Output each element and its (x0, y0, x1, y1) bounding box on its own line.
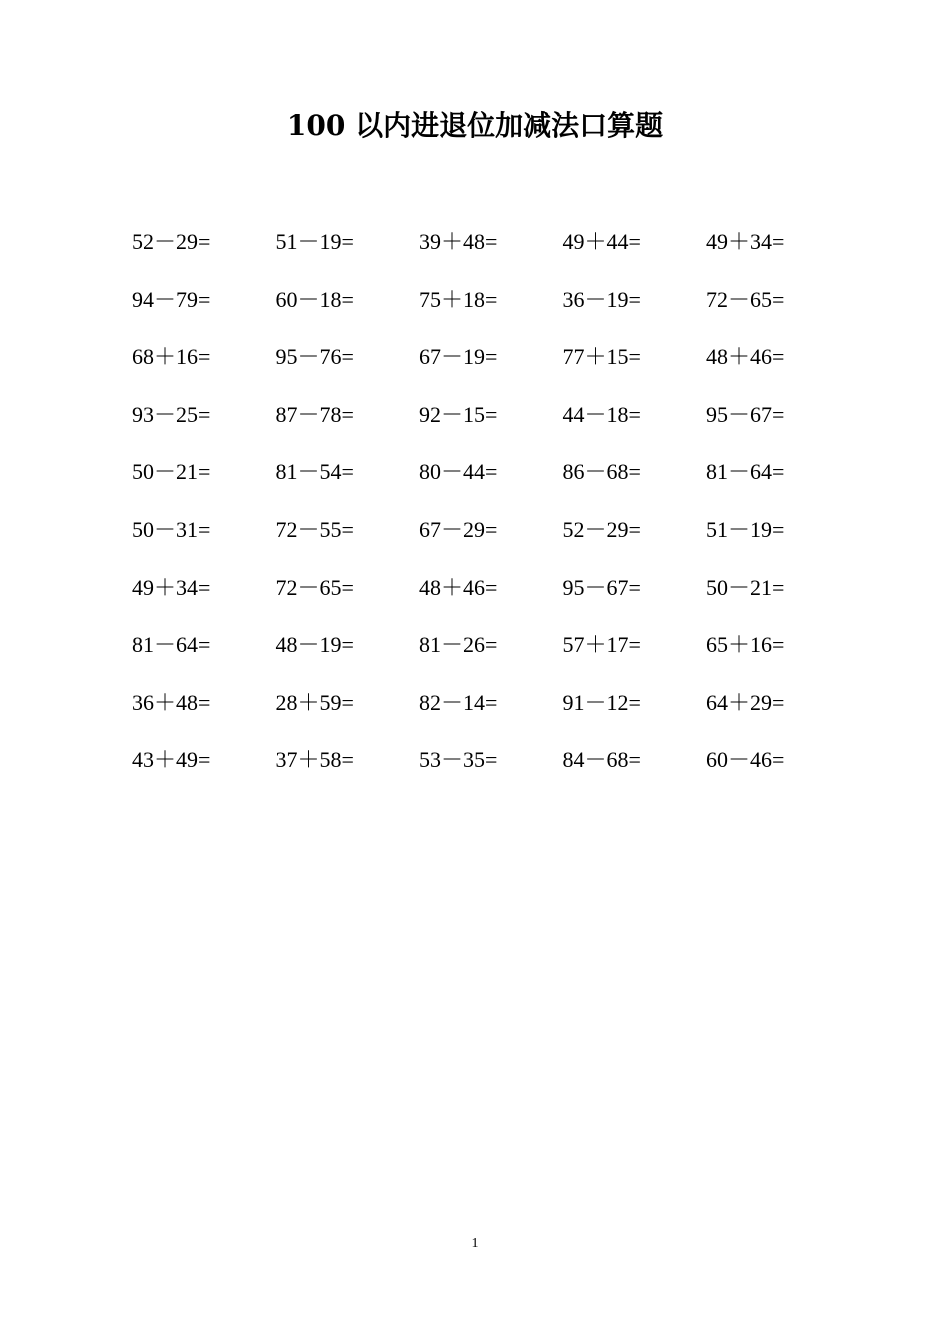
problem: 50－31= (132, 516, 211, 542)
problem-row (132, 683, 852, 741)
page-number: 1 (471, 1236, 479, 1251)
problem: 86－68= (562, 459, 641, 485)
problem: 87－78= (275, 401, 354, 427)
problem: 95－76= (275, 344, 354, 370)
problem: 44－18= (562, 401, 641, 427)
problem: 80－44= (419, 459, 498, 485)
problem: 50－21= (706, 574, 785, 600)
problem: 95－67= (562, 574, 641, 600)
problem: 72－65= (275, 574, 354, 600)
problem: 94－79= (132, 286, 211, 312)
problem: 72－65= (706, 286, 785, 312)
problem: 36－19= (562, 286, 641, 312)
problem: 64＋29= (706, 689, 785, 715)
problem: 48＋46= (419, 574, 498, 600)
problem: 51－19= (275, 229, 354, 254)
problem-row (132, 280, 852, 338)
problem: 37＋58= (275, 747, 354, 773)
problem: 49＋34= (132, 574, 211, 600)
problem: 67－29= (419, 516, 498, 542)
problem: 57＋17= (562, 632, 641, 658)
problem-row (132, 222, 852, 280)
problem: 50－21= (132, 459, 211, 485)
problem: 60－46= (706, 747, 785, 773)
problem: 82－14= (419, 689, 498, 715)
problem: 49＋44= (562, 229, 641, 254)
problem: 28＋59= (275, 689, 354, 715)
problem: 52－29= (132, 229, 211, 254)
problem-row (132, 452, 852, 510)
problem: 81－26= (419, 632, 498, 658)
problem: 60－18= (275, 286, 354, 312)
problem: 77＋15= (562, 344, 641, 370)
problem: 81－64= (706, 459, 785, 485)
problem: 68＋16= (132, 344, 211, 370)
problem: 67－19= (419, 344, 498, 370)
problem: 75＋18= (419, 286, 498, 312)
problem: 48＋46= (706, 344, 785, 370)
problem-row (132, 337, 852, 395)
problem: 36＋48= (132, 689, 211, 715)
problem: 93－25= (132, 401, 211, 427)
problem: 43＋49= (132, 747, 211, 773)
problem: 52－29= (562, 516, 641, 542)
problem: 81－54= (275, 459, 354, 485)
problem: 51－19= (706, 516, 785, 542)
problem-row (132, 625, 852, 683)
problem: 81－64= (132, 632, 211, 658)
problem: 95－67= (706, 401, 785, 427)
problem: 48－19= (275, 632, 354, 658)
page-title: 100 以内进退位加减法口算题 (286, 109, 664, 142)
problem: 72－55= (275, 516, 354, 542)
problem: 53－35= (419, 747, 498, 773)
problem: 92－15= (419, 401, 498, 427)
problem-row (132, 395, 852, 453)
problem: 91－12= (562, 689, 641, 715)
problem: 84－68= (562, 747, 641, 773)
problem-row (132, 568, 852, 626)
problem: 49＋34= (706, 229, 785, 254)
problem-row (132, 740, 852, 798)
problem-row (132, 510, 852, 568)
problem-grid (132, 222, 852, 798)
problem: 39＋48= (419, 229, 498, 254)
problem: 65＋16= (706, 632, 785, 658)
